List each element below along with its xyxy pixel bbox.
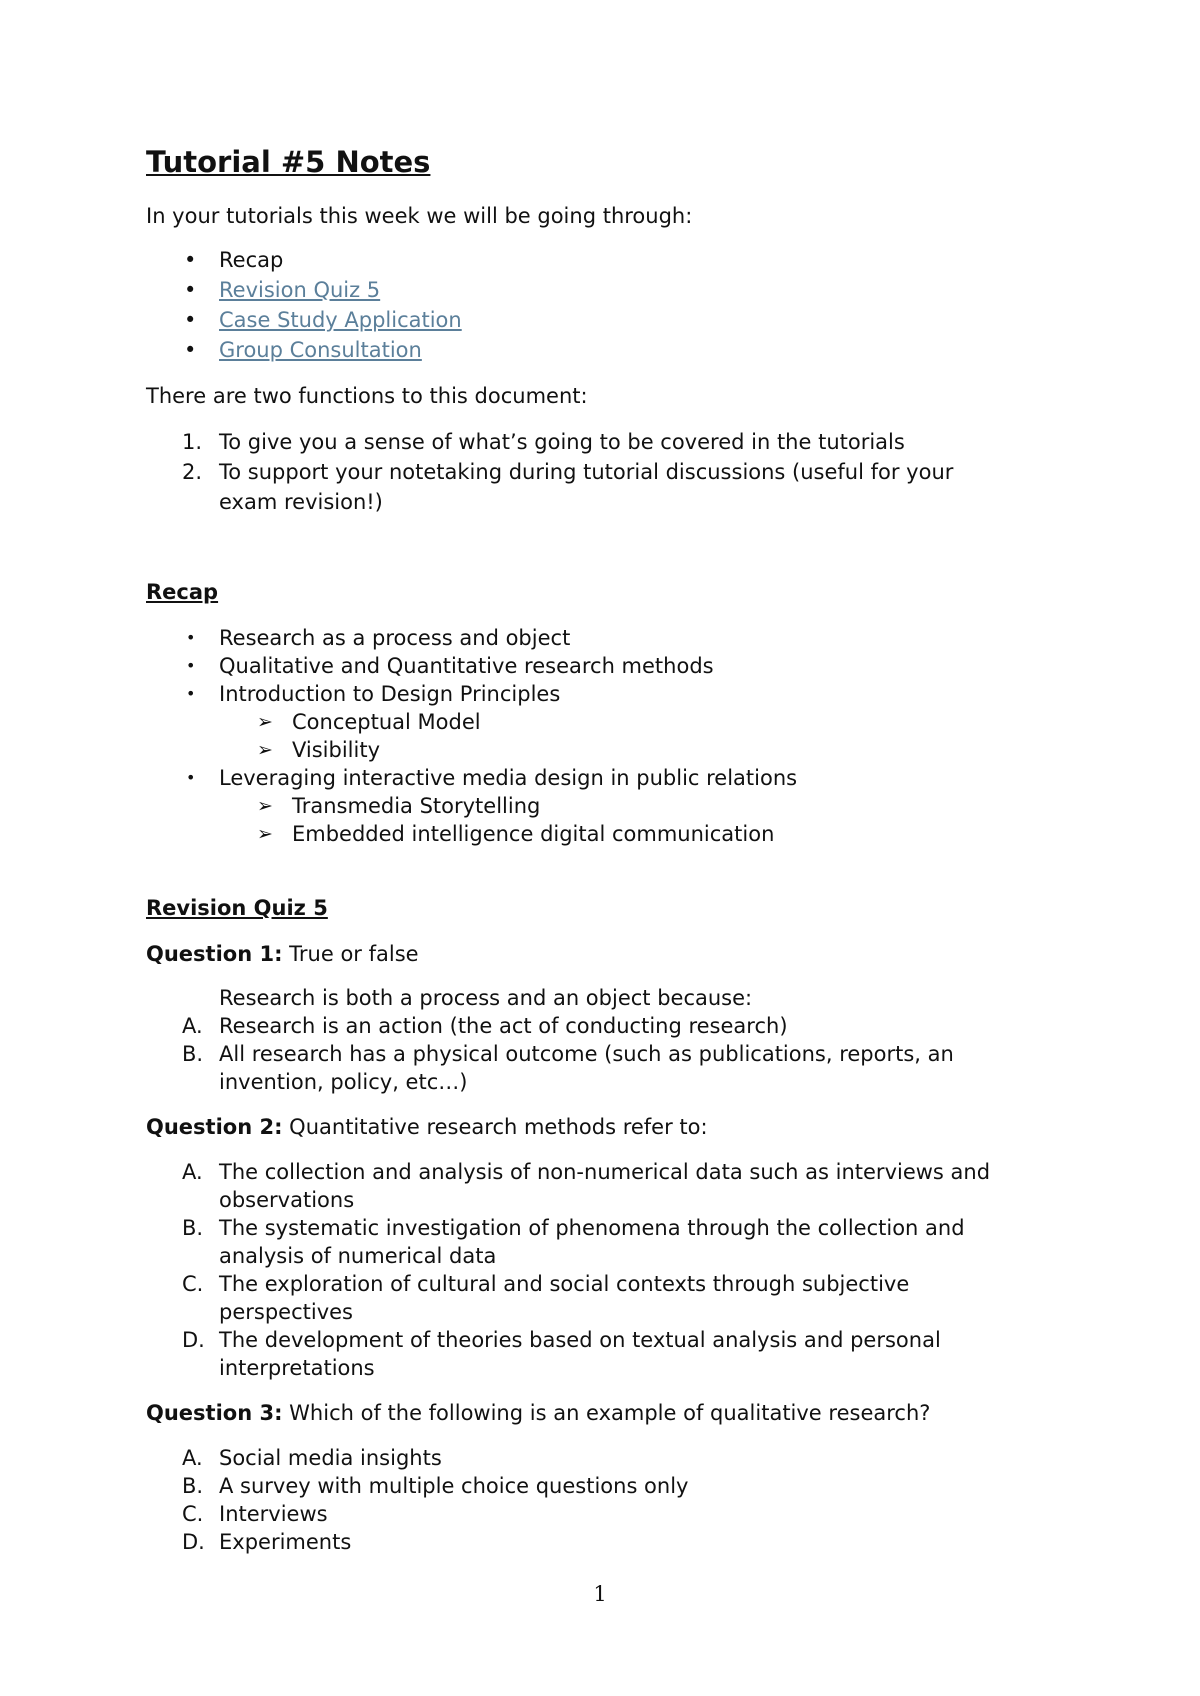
question-2 <box>146 1113 708 1141</box>
page-title: Tutorial #5 Notes <box>146 145 431 179</box>
question-3 <box>146 1399 930 1427</box>
question-stem: Research is both a process and an object because: <box>219 986 753 1010</box>
option-text: The systematic investigation of phenomena through the collection and <box>219 1216 965 1240</box>
bullet-icon: • <box>186 684 196 703</box>
agenda-link-case-study[interactable]: Case Study Application <box>219 308 462 332</box>
function-item-2-line2: exam revision!) <box>219 490 383 514</box>
recap-subitem: Conceptual Model <box>292 710 481 734</box>
option-text: All research has a physical outcome (such as publications, reports, an <box>219 1042 954 1066</box>
option-text: Social media insights <box>219 1446 442 1470</box>
option-text: Interviews <box>219 1502 328 1526</box>
agenda-link-revision-quiz[interactable]: Revision Quiz 5 <box>219 278 381 302</box>
intro-text: In your tutorials this week we will be going through: <box>146 204 693 228</box>
option-marker: A. <box>182 1160 203 1184</box>
option-text-cont: perspectives <box>219 1300 353 1324</box>
option-text: The collection and analysis of non-numerical data such as interviews and <box>219 1160 991 1184</box>
option-text: Research is an action (the act of conducting research) <box>219 1014 788 1038</box>
question-label: Question 2: <box>146 1115 283 1139</box>
option-text: A survey with multiple choice questions only <box>219 1474 689 1498</box>
recap-item: Research as a process and object <box>219 626 571 650</box>
recap-item: Qualitative and Quantitative research methods <box>219 654 714 678</box>
option-text: The development of theories based on textual analysis and personal <box>219 1328 941 1352</box>
recap-subitem: Transmedia Storytelling <box>292 794 541 818</box>
page-number: 1 <box>593 1582 607 1606</box>
option-text-cont: interpretations <box>219 1356 375 1380</box>
option-marker: B. <box>182 1216 204 1240</box>
option-text: Experiments <box>219 1530 352 1554</box>
option-marker: A. <box>182 1014 203 1038</box>
option-marker: C. <box>182 1272 204 1296</box>
question-text: True or false <box>289 942 419 966</box>
recap-subitem: Visibility <box>292 738 381 762</box>
arrow-bullet-icon: ➢ <box>257 823 273 845</box>
option-text: The exploration of cultural and social contexts through subjective <box>219 1272 910 1296</box>
list-marker: 2. <box>182 460 203 484</box>
list-marker: 1. <box>182 430 203 454</box>
question-label: Question 1: <box>146 942 283 966</box>
option-marker: D. <box>182 1530 205 1554</box>
option-marker: B. <box>182 1042 204 1066</box>
quiz-heading: Revision Quiz 5 <box>146 896 328 920</box>
arrow-bullet-icon: ➢ <box>257 739 273 761</box>
option-marker: C. <box>182 1502 204 1526</box>
recap-heading: Recap <box>146 580 219 604</box>
function-item-2-line1: To support your notetaking during tutorial discussions (useful for your <box>219 460 954 484</box>
arrow-bullet-icon: ➢ <box>257 795 273 817</box>
recap-item: Leveraging interactive media design in public relations <box>219 766 798 790</box>
bullet-icon: • <box>184 308 197 332</box>
functions-intro: There are two functions to this document: <box>146 384 588 408</box>
option-marker: A. <box>182 1446 203 1470</box>
bullet-icon: • <box>186 768 196 787</box>
function-item-1: To give you a sense of what’s going to be covered in the tutorials <box>219 430 905 454</box>
option-text-cont: analysis of numerical data <box>219 1244 497 1268</box>
question-label: Question 3: <box>146 1401 283 1425</box>
option-marker: B. <box>182 1474 204 1498</box>
recap-subitem: Embedded intelligence digital communication <box>292 822 775 846</box>
option-text-cont: observations <box>219 1188 355 1212</box>
arrow-bullet-icon: ➢ <box>257 711 273 733</box>
recap-item: Introduction to Design Principles <box>219 682 561 706</box>
option-marker: D. <box>182 1328 205 1352</box>
bullet-icon: • <box>184 248 197 272</box>
bullet-icon: • <box>184 278 197 302</box>
agenda-item-recap: Recap <box>219 248 284 272</box>
agenda-link-group-consultation[interactable]: Group Consultation <box>219 338 422 362</box>
bullet-icon: • <box>184 338 197 362</box>
option-text-cont: invention, policy, etc…) <box>219 1070 468 1094</box>
question-text: Quantitative research methods refer to: <box>289 1115 708 1139</box>
question-text: Which of the following is an example of qualitative research? <box>289 1401 931 1425</box>
bullet-icon: • <box>186 628 196 647</box>
question-1 <box>146 940 419 968</box>
bullet-icon: • <box>186 656 196 675</box>
